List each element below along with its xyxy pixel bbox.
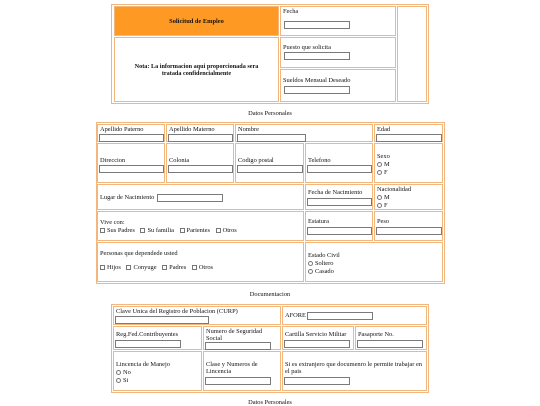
codigo-postal-input[interactable]	[237, 165, 303, 173]
sexo-label: Sexo	[377, 153, 390, 160]
vive-con-option[interactable]	[100, 227, 135, 234]
fecha-input[interactable]	[284, 21, 350, 29]
section-title-datos-personales: Datos Personales	[248, 110, 292, 117]
nacionalidad-f-option[interactable]	[377, 202, 388, 209]
telefono-label: Telefono	[308, 157, 331, 164]
codigo-postal-label: Codigo postal	[238, 157, 274, 164]
puesto-label: Puesto que solicita	[283, 44, 331, 51]
dependientes-option[interactable]	[162, 264, 186, 271]
sueldo-label: Sueldos Mensual Deseado	[283, 77, 351, 84]
puesto-cell	[280, 37, 396, 68]
sexo-m-option[interactable]	[377, 161, 390, 168]
sexo-cell	[374, 143, 443, 183]
rfc-cell	[113, 326, 202, 350]
vive-con-checkbox[interactable]	[140, 228, 145, 233]
apellido-materno-cell	[166, 124, 234, 142]
extranjero-input[interactable]	[284, 377, 350, 385]
colonia-cell	[166, 143, 234, 183]
nacionalidad-m-option[interactable]	[377, 194, 390, 201]
curp-label: Clave Unica del Registro de Poblacion (CURP)	[116, 308, 238, 315]
pasaporte-label: Pasaporte No.	[358, 331, 394, 338]
sexo-f-option[interactable]	[377, 169, 388, 176]
vive-con-options	[100, 227, 241, 234]
peso-label: Peso	[377, 218, 390, 225]
lugar-nacimiento-cell	[97, 184, 304, 210]
form-title	[114, 6, 279, 36]
telefono-cell	[305, 143, 373, 183]
estatura-input[interactable]	[307, 227, 372, 235]
licencia-no-option[interactable]	[116, 369, 131, 376]
estado-civil-label: Estado Civil	[308, 252, 340, 259]
colonia-label: Colonia	[169, 157, 190, 164]
pasaporte-input[interactable]	[357, 340, 423, 348]
vive-con-checkbox[interactable]	[100, 228, 105, 233]
nss-label: Numero de Seguridad Social	[206, 328, 263, 342]
cartilla-cell	[282, 326, 354, 350]
lugar-nacimiento-input[interactable]	[157, 194, 223, 202]
casado-option[interactable]	[308, 268, 334, 275]
vive-con-option-label: Parientes	[186, 227, 210, 234]
vive-con-option-label: Sus Padres	[107, 227, 135, 234]
fecha-nacimiento-label: Fecha de Nacimiento	[308, 189, 363, 196]
nombre-label: Nombre	[238, 126, 259, 133]
apellido-paterno-input[interactable]	[99, 134, 164, 142]
sexo-f-label: F	[384, 169, 388, 176]
confidential-note-text: Nota: La informacion aqui proporcionada sera tratada confidencialmente	[134, 62, 259, 77]
rfc-input[interactable]	[115, 340, 181, 348]
nacionalidad-m-label: M	[384, 194, 390, 201]
section-title-documentacion: Documentacion	[249, 291, 291, 298]
fecha-nacimiento-input[interactable]	[307, 198, 372, 206]
fecha-nacimiento-cell	[305, 184, 373, 210]
vive-con-label: Vive con:	[100, 219, 125, 226]
licencia-cell	[113, 351, 202, 391]
sueldo-input[interactable]	[284, 86, 350, 94]
form-title-text: Solicitud de Empleo	[169, 17, 224, 25]
clase-licencia-cell	[203, 351, 281, 391]
vive-con-option-label: Su familia	[147, 227, 174, 234]
dependientes-checkbox[interactable]	[100, 265, 105, 270]
direccion-label: Direccion	[100, 157, 126, 164]
sexo-m-label: M	[384, 161, 390, 168]
dependientes-label: Personas que dependede usted	[100, 250, 178, 257]
licencia-si-label: Si	[123, 377, 129, 384]
afore-label: AFORE	[285, 312, 306, 319]
apellido-paterno-cell	[97, 124, 165, 142]
licencia-si-option[interactable]	[116, 377, 128, 384]
estatura-label: Estatura	[308, 218, 329, 225]
dependientes-checkbox[interactable]	[192, 265, 197, 270]
lugar-nacimiento-label: Lugar de Nacimiento	[100, 194, 155, 201]
codigo-postal-cell	[235, 143, 304, 183]
vive-con-checkbox[interactable]	[216, 228, 221, 233]
colonia-input[interactable]	[168, 165, 233, 173]
vive-con-option[interactable]	[216, 227, 237, 234]
dependientes-option[interactable]	[100, 264, 121, 271]
licencia-si-radio[interactable]	[116, 378, 121, 383]
header-blank-column	[397, 6, 427, 102]
casado-radio[interactable]	[308, 269, 313, 274]
nacionalidad-label: Nacionalidad	[377, 186, 412, 193]
apellido-paterno-label: Apellido Paterno	[100, 126, 144, 133]
nacionalidad-f-label: F	[384, 202, 388, 209]
soltero-label: Soltero	[315, 260, 334, 267]
apellido-materno-input[interactable]	[168, 134, 233, 142]
cartilla-label: Cartilla Servicio Militar	[285, 331, 347, 338]
cartilla-input[interactable]	[284, 340, 350, 348]
dependientes-option-label: Padres	[169, 264, 187, 271]
confidential-note	[114, 37, 279, 102]
curp-cell	[113, 306, 281, 325]
nacionalidad-cell	[374, 184, 443, 210]
afore-input[interactable]	[307, 312, 373, 320]
sexo-m-radio[interactable]	[377, 162, 382, 167]
nombre-input[interactable]	[237, 134, 306, 142]
estado-civil-cell	[305, 242, 443, 282]
estatura-cell	[305, 211, 373, 241]
telefono-input[interactable]	[307, 165, 372, 173]
edad-cell	[374, 124, 443, 142]
nacionalidad-f-radio[interactable]	[377, 203, 382, 208]
peso-input[interactable]	[376, 227, 442, 235]
section-title-datos-personales-2: Datos Personales	[248, 399, 292, 406]
soltero-option[interactable]	[308, 260, 333, 267]
curp-input[interactable]	[115, 316, 209, 324]
extranjero-cell	[282, 351, 427, 391]
direccion-input[interactable]	[99, 165, 164, 173]
licencia-no-radio[interactable]	[116, 370, 121, 375]
afore-cell	[282, 306, 427, 325]
nss-input[interactable]	[205, 342, 271, 350]
clase-licencia-label: Clase y Numeros de Lincencia	[206, 361, 258, 375]
pasaporte-cell	[355, 326, 427, 350]
edad-label: Edad	[377, 126, 391, 133]
soltero-radio[interactable]	[308, 261, 313, 266]
clase-licencia-input[interactable]	[205, 377, 271, 385]
dependientes-cell	[97, 242, 304, 282]
dependientes-option-label: Hijos	[107, 264, 121, 271]
dependientes-option[interactable]	[126, 264, 156, 271]
dependientes-option[interactable]	[192, 264, 213, 271]
dependientes-options	[100, 264, 217, 271]
dependientes-checkbox[interactable]	[126, 265, 131, 270]
nacionalidad-m-radio[interactable]	[377, 195, 382, 200]
rfc-label: Reg.Fed.Contribuyentes	[116, 331, 179, 338]
peso-cell	[374, 211, 443, 241]
dependientes-checkbox[interactable]	[162, 265, 167, 270]
vive-con-option[interactable]	[140, 227, 173, 234]
nss-cell	[203, 326, 281, 350]
dependientes-option-label: Conyuge	[133, 264, 157, 271]
puesto-input[interactable]	[284, 52, 350, 60]
extranjero-label: Si es extranjero que documenro le permite trabajar en el pais	[285, 361, 422, 375]
edad-input[interactable]	[376, 134, 442, 142]
licencia-label: Lincencia de Manejo	[116, 361, 170, 368]
casado-label: Casado	[315, 268, 334, 275]
vive-con-checkbox[interactable]	[180, 228, 185, 233]
sueldo-cell	[280, 69, 396, 102]
dependientes-option-label: Otros	[198, 264, 214, 271]
sexo-f-radio[interactable]	[377, 170, 382, 175]
fecha-label: Fecha	[283, 8, 299, 15]
nombre-cell	[235, 124, 373, 142]
vive-con-option-label: Otros	[222, 227, 237, 234]
licencia-no-label: No	[123, 369, 131, 376]
apellido-materno-label: Apellido Materno	[169, 126, 215, 133]
vive-con-cell	[97, 211, 304, 241]
direccion-cell	[97, 143, 165, 183]
vive-con-option[interactable]	[180, 227, 210, 234]
fecha-cell	[280, 6, 396, 36]
